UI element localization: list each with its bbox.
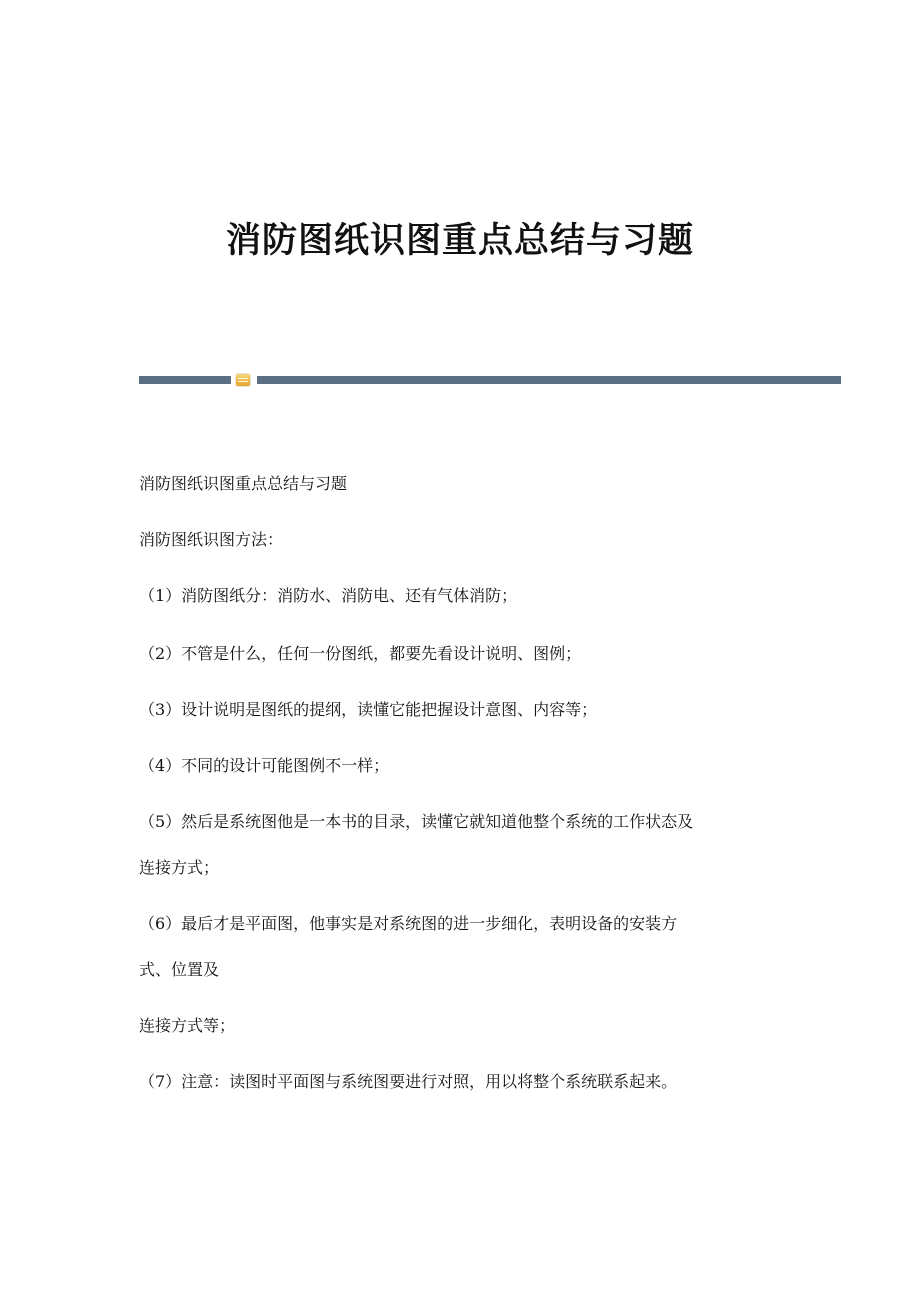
body-line-item-6-cont-2: 连接方式等； <box>139 1016 236 1035</box>
body-line-item-2: （2）不管是什么，任何一份图纸，都要先看设计说明、图例； <box>139 644 582 663</box>
body-line-item-4: （4）不同的设计可能图例不一样； <box>139 756 390 775</box>
title-divider <box>139 371 841 387</box>
body-line-item-5: （5）然后是系统图他是一本书的目录，读懂它就知道他整个系统的工作状态及 <box>139 812 694 831</box>
divider-badge-icon <box>236 374 250 386</box>
body-line-item-6: （6）最后才是平面图，他事实是对系统图的进一步细化，表明设备的安装方 <box>139 914 678 933</box>
body-line-method-heading: 消防图纸识图方法： <box>139 530 284 549</box>
body-line-item-1: （1）消防图纸分：消防水、消防电、还有气体消防； <box>139 586 518 605</box>
body-line-item-7: （7）注意：读图时平面图与系统图要进行对照，用以将整个系统联系起来。 <box>139 1072 678 1091</box>
body-line-item-3: （3）设计说明是图纸的提纲，读懂它能把握设计意图、内容等； <box>139 700 598 719</box>
divider-bar-left <box>139 376 231 384</box>
body-line-item-6-cont: 式、位置及 <box>139 960 220 979</box>
document-title: 消防图纸识图重点总结与习题 <box>225 220 694 261</box>
divider-bar-right <box>257 376 841 384</box>
body-line-item-5-cont: 连接方式； <box>139 858 220 877</box>
body-line-subtitle: 消防图纸识图重点总结与习题 <box>139 474 348 493</box>
